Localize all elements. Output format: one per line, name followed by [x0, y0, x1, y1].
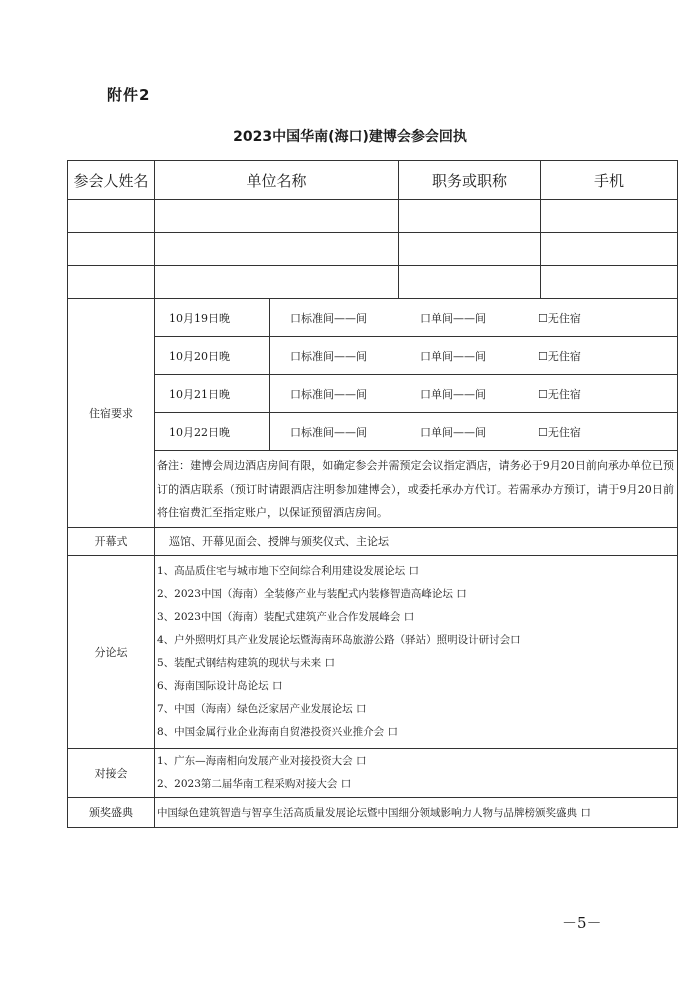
- standard-room-option[interactable]: 口标准间——间: [290, 387, 367, 401]
- forum-item[interactable]: 4、户外照明灯具产业发展论坛暨海南环岛旅游公路（驿站）照明设计研讨会口: [157, 633, 521, 646]
- no-accommodation-option[interactable]: ☐无住宿: [538, 387, 581, 401]
- opening-section: [68, 527, 678, 555]
- name-cell[interactable]: [68, 233, 155, 266]
- forums-label: 分论坛: [68, 555, 155, 748]
- forum-item[interactable]: 3、2023中国（海南）装配式建筑产业合作发展峰会 口: [157, 610, 415, 623]
- page-number: －5－: [562, 914, 602, 932]
- accommodation-options-table: [155, 299, 677, 451]
- accommodation-row: [155, 337, 677, 375]
- accommodation-section: [68, 299, 678, 528]
- forum-item[interactable]: 7、中国（海南）绿色泛家居产业发展论坛 口: [157, 702, 367, 715]
- accommodation-row: [155, 299, 677, 337]
- phone-cell[interactable]: [541, 233, 678, 266]
- organization-cell[interactable]: [155, 266, 399, 299]
- attendee-row: [68, 266, 678, 299]
- room-options: [270, 375, 678, 413]
- awards-label: 颁奖盛典: [68, 797, 155, 827]
- awards-content[interactable]: 中国绿色建筑智造与智享生活高质量发展论坛暨中国细分领域影响力人物与品牌榜颁奖盛典 口: [155, 797, 678, 827]
- forum-item[interactable]: 5、装配式钢结构建筑的现状与未来 口: [157, 656, 336, 669]
- standard-room-option[interactable]: 口标准间——间: [290, 349, 367, 363]
- accommodation-row: [155, 375, 677, 413]
- forum-item[interactable]: 6、海南国际设计岛论坛 口: [157, 679, 283, 692]
- form-title: 2023中国华南(海口)建博会参会回执: [233, 129, 467, 145]
- opening-content: 巡馆、开幕见面会、授牌与颁奖仪式、主论坛: [155, 527, 678, 555]
- night-date: 10月21日晚: [155, 375, 270, 413]
- matchmaking-section: [68, 748, 678, 797]
- header-row: [68, 161, 678, 200]
- attendee-row: [68, 200, 678, 233]
- header-position: 职务或职称: [399, 161, 541, 200]
- position-cell[interactable]: [399, 266, 541, 299]
- accommodation-row: [155, 413, 677, 451]
- registration-table: [67, 160, 678, 828]
- awards-section: [68, 797, 678, 827]
- room-options: [270, 337, 678, 375]
- single-room-option[interactable]: 口单间——间: [420, 311, 486, 325]
- matchmaking-list: [155, 748, 678, 797]
- single-room-option[interactable]: 口单间——间: [420, 387, 486, 401]
- header-organization: 单位名称: [155, 161, 399, 200]
- night-date: 10月22日晚: [155, 413, 270, 451]
- accommodation-label: 住宿要求: [68, 299, 155, 528]
- header-name: 参会人姓名: [68, 161, 155, 200]
- forums-list: [155, 555, 678, 748]
- forum-item[interactable]: 1、高品质住宅与城市地下空间综合利用建设发展论坛 口: [157, 564, 420, 577]
- no-accommodation-option[interactable]: ☐无住宿: [538, 311, 581, 325]
- night-date: 10月20日晚: [155, 337, 270, 375]
- single-room-option[interactable]: 口单间——间: [420, 425, 486, 439]
- room-options: [270, 299, 678, 337]
- registration-form: [67, 160, 677, 828]
- header-phone: 手机: [541, 161, 678, 200]
- forum-item[interactable]: 2、2023中国（海南）全装修产业与装配式内装修智造高峰论坛 口: [157, 587, 467, 600]
- attendee-row: [68, 233, 678, 266]
- no-accommodation-option[interactable]: ☐无住宿: [538, 425, 581, 439]
- position-cell[interactable]: [399, 200, 541, 233]
- accommodation-details: [155, 299, 678, 528]
- matchmaking-item[interactable]: 2、2023第二届华南工程采购对接大会 口: [157, 777, 352, 790]
- organization-cell[interactable]: [155, 200, 399, 233]
- phone-cell[interactable]: [541, 266, 678, 299]
- forum-item[interactable]: 8、中国金属行业企业海南自贸港投资兴业推介会 口: [157, 725, 399, 738]
- matchmaking-label: 对接会: [68, 748, 155, 797]
- no-accommodation-option[interactable]: ☐无住宿: [538, 349, 581, 363]
- name-cell[interactable]: [68, 266, 155, 299]
- standard-room-option[interactable]: 口标准间——间: [290, 425, 367, 439]
- standard-room-option[interactable]: 口标准间——间: [290, 311, 367, 325]
- attachment-label: 附件2: [107, 86, 151, 104]
- opening-label: 开幕式: [68, 527, 155, 555]
- forums-section: [68, 555, 678, 748]
- matchmaking-item[interactable]: 1、广东—海南相向发展产业对接投资大会 口: [157, 754, 367, 767]
- accommodation-note: 备注：建博会周边酒店房间有限，如确定参会并需预定会议指定酒店，请务必于9月20日前向承办单位已预订的酒店联系（预订时请跟酒店注明参加建博会），或委托承办方代订。若需承办方预订，请于9月20日前将住宿费汇至指定账户，以保证预留酒店房间。: [157, 459, 674, 519]
- phone-cell[interactable]: [541, 200, 678, 233]
- single-room-option[interactable]: 口单间——间: [420, 349, 486, 363]
- organization-cell[interactable]: [155, 233, 399, 266]
- room-options: [270, 413, 678, 451]
- name-cell[interactable]: [68, 200, 155, 233]
- position-cell[interactable]: [399, 233, 541, 266]
- night-date: 10月19日晚: [155, 299, 270, 337]
